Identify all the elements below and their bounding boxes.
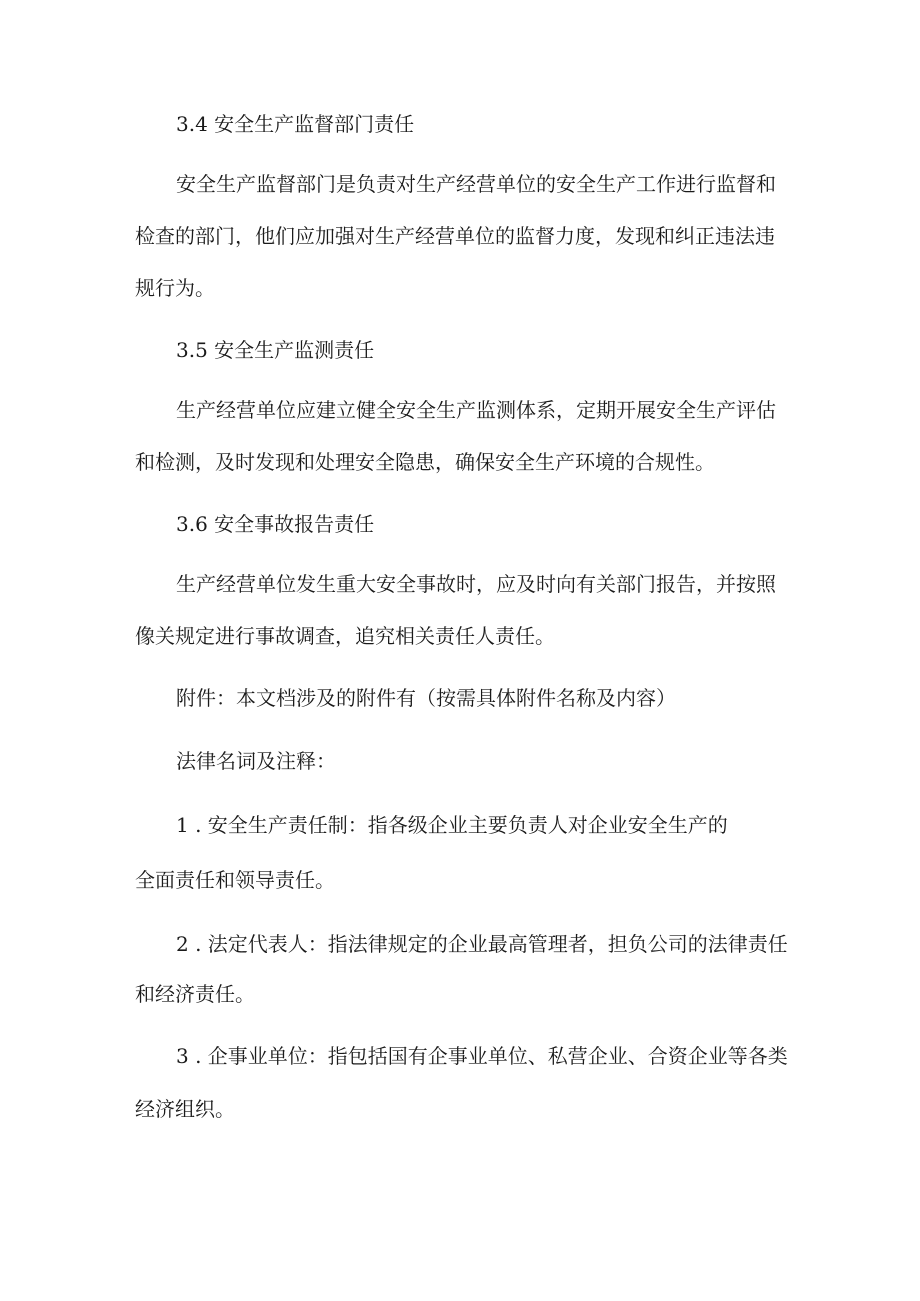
section-3-5-paragraph-line: 和检测，及时发现和处理安全隐患，确保安全生产环境的合规性。	[135, 450, 715, 474]
glossary-item-1-line: 全面责任和领导责任。	[135, 868, 335, 892]
glossary-item-2-line: 和经济责任。	[135, 982, 255, 1006]
glossary-item-1-line: 1 . 安全生产责任制：指各级企业主要负责人对企业安全生产的	[176, 813, 728, 837]
glossary-item-3-line: 经济组织。	[135, 1097, 235, 1121]
section-3-5-heading: 3.5 安全生产监测责任	[176, 338, 375, 362]
section-3-5-paragraph-line: 生产经营单位应建立健全安全生产监测体系，定期开展安全生产评估	[176, 398, 776, 422]
glossary-title: 法律名词及注释：	[176, 749, 336, 773]
section-3-4-paragraph-line: 检查的部门，他们应加强对生产经营单位的监督力度，发现和纠正违法违	[135, 224, 775, 248]
section-3-6-paragraph-line: 像关规定进行事故调查，追究相关责任人责任。	[135, 624, 555, 648]
section-3-4-paragraph-line: 安全生产监督部门是负责对生产经营单位的安全生产工作进行监督和	[176, 172, 776, 196]
glossary-item-3-line: 3 . 企事业单位：指包括国有企事业单位、私营企业、合资企业等各类	[176, 1044, 788, 1068]
section-3-6-heading: 3.6 安全事故报告责任	[176, 512, 375, 536]
section-3-4-paragraph-line: 规行为。	[135, 276, 215, 300]
attachment-note: 附件：本文档涉及的附件有（按需具体附件名称及内容）	[176, 686, 676, 710]
section-3-4-heading: 3.4 安全生产监督部门责任	[176, 112, 415, 136]
section-3-6-paragraph-line: 生产经营单位发生重大安全事故时，应及时向有关部门报告，并按照	[176, 572, 776, 596]
glossary-item-2-line: 2 . 法定代表人：指法律规定的企业最高管理者，担负公司的法律责任	[176, 932, 788, 956]
